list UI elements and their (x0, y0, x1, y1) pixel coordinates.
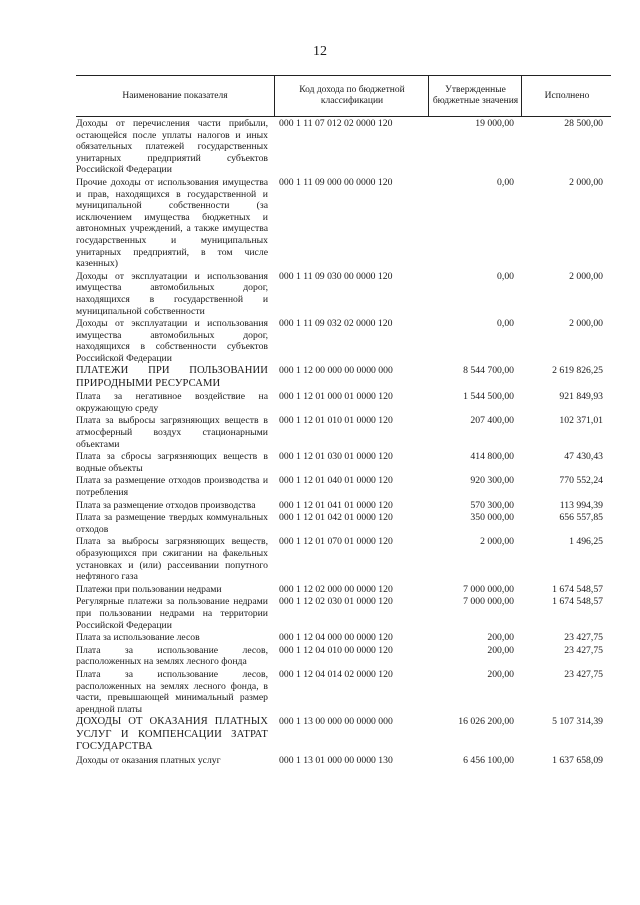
row-approved: 200,00 (487, 668, 514, 680)
row-name: Прочие доходы от использования имущества и прав, находящихся в государственной и муниципальной собственности (за исключением имущества бюджетных и автономных учреждений, а также имущества государственных и муниципальных унитарных предприятий, в том числе казенных) (76, 176, 268, 270)
row-code: 000 1 13 00 000 00 0000 000 (279, 716, 393, 728)
row-executed: 1 637 658,09 (552, 754, 603, 766)
row-executed: 656 557,85 (559, 512, 603, 524)
row-name: Плата за размещение отходов производства и потребления (76, 475, 268, 499)
row-approved: 2 000,00 (480, 536, 514, 548)
row-approved: 414 800,00 (470, 451, 514, 463)
table-row (76, 118, 611, 176)
row-code: 000 1 12 00 000 00 0000 000 (279, 365, 393, 377)
row-name: Доходы от оказания платных услуг (76, 754, 221, 766)
row-executed: 23 427,75 (564, 644, 603, 656)
row-executed: 28 500,00 (564, 118, 603, 129)
row-approved: 8 544 700,00 (463, 365, 514, 377)
row-name: ПЛАТЕЖИ ПРИ ПОЛЬЗОВАНИИ ПРИРОДНЫМИ РЕСУРСАМИ (76, 365, 268, 389)
row-code: 000 1 12 01 000 01 0000 120 (279, 391, 393, 403)
row-name: Плата за выбросы загрязняющих веществ в атмосферный воздух стационарными объектами (76, 415, 268, 450)
row-code: 000 1 12 02 030 01 0000 120 (279, 596, 393, 608)
table-body (76, 118, 611, 766)
row-name: Доходы от перечисления части прибыли, остающейся после уплаты налогов и иных обязательных платежей государственных унитарных предприятий субъектов Российской Федерации (76, 118, 268, 176)
row-name: Доходы от эксплуатации и использования имущества автомобильных дорог, находящихся в государственной и муниципальной собственности (76, 270, 268, 317)
row-approved: 570 300,00 (470, 499, 514, 511)
row-approved: 7 000 000,00 (463, 596, 514, 608)
row-name: Плата за использование лесов, расположенных на землях лесного фонда, в части, превышающей минимальный размер арендной платы (76, 668, 268, 715)
table-row (76, 596, 611, 631)
row-code: 000 1 11 09 030 00 0000 120 (279, 270, 393, 282)
row-executed: 921 849,93 (559, 391, 603, 403)
row-code: 000 1 13 01 000 00 0000 130 (279, 754, 393, 766)
table-row (76, 475, 611, 498)
row-executed: 23 427,75 (564, 668, 603, 680)
row-code: 000 1 11 07 012 02 0000 120 (279, 118, 393, 129)
row-executed: 2 619 826,25 (552, 365, 603, 377)
row-code: 000 1 12 01 042 01 0000 120 (279, 512, 393, 524)
row-name: Плата за размещение твердых коммунальных отходов (76, 512, 268, 535)
row-approved: 200,00 (487, 632, 514, 644)
row-name: Плата за использование лесов (76, 632, 200, 644)
table-row (76, 645, 611, 668)
row-code: 000 1 12 01 030 01 0000 120 (279, 451, 393, 463)
row-approved: 16 026 200,00 (458, 716, 514, 728)
page-number: 12 (313, 44, 327, 59)
row-code: 000 1 12 01 040 01 0000 120 (279, 475, 393, 487)
row-name: Плата за сбросы загрязняющих веществ в водные объекты (76, 451, 268, 474)
row-approved: 6 456 100,00 (463, 754, 514, 766)
row-name: ДОХОДЫ ОТ ОКАЗАНИЯ ПЛАТНЫХ УСЛУГ И КОМПЕНСАЦИИ ЗАТРАТ ГОСУДАРСТВА (76, 716, 268, 753)
table-row (76, 177, 611, 270)
row-executed: 1 674 548,57 (552, 583, 603, 595)
table-row (76, 584, 611, 596)
row-executed: 102 371,01 (559, 415, 603, 427)
header-executed: Исполнено (521, 76, 612, 116)
row-approved: 0,00 (497, 176, 514, 188)
table-header (76, 75, 611, 117)
row-approved: 920 300,00 (470, 475, 514, 487)
table-row (76, 716, 611, 753)
row-code: 000 1 12 01 041 01 0000 120 (279, 499, 393, 511)
table-row (76, 632, 611, 644)
table-row (76, 271, 611, 317)
header-approved: Утвержденные бюджетные значения (428, 76, 522, 116)
header-name: Наименование показателя (122, 90, 228, 101)
row-executed: 47 430,43 (564, 451, 603, 463)
header-code: Код дохода по бюджетной классификации (274, 76, 429, 116)
table-row (76, 512, 611, 535)
row-name: Плата за использование лесов, расположенных на землях лесного фонда (76, 644, 268, 668)
row-code: 000 1 12 01 070 01 0000 120 (279, 536, 393, 548)
row-code: 000 1 12 04 010 00 0000 120 (279, 644, 393, 656)
row-code: 000 1 11 09 032 02 0000 120 (279, 318, 393, 330)
table-row (76, 451, 611, 474)
row-executed: 23 427,75 (564, 632, 603, 644)
table-row (76, 365, 611, 390)
row-executed: 113 994,39 (559, 499, 603, 511)
row-name: Плата за выбросы загрязняющих веществ, образующихся при сжигании на факельных установках и (или) рассеивании попутного нефтяного газа (76, 536, 268, 583)
income-table (76, 75, 611, 766)
table-row (76, 755, 611, 767)
row-approved: 200,00 (487, 644, 514, 656)
row-code: 000 1 11 09 000 00 0000 120 (279, 176, 393, 188)
row-name: Регулярные платежи за пользование недрами при пользовании недрами на территории Российской Федерации (76, 596, 268, 631)
row-name: Доходы от эксплуатации и использования имущества автомобильных дорог, находящихся в собственности субъектов Российской Федерации (76, 318, 268, 364)
row-approved: 7 000 000,00 (463, 583, 514, 595)
row-executed: 2 000,00 (569, 270, 603, 282)
row-code: 000 1 12 01 010 01 0000 120 (279, 415, 393, 427)
row-executed: 2 000,00 (569, 318, 603, 330)
row-executed: 5 107 314,39 (552, 716, 603, 728)
row-name: Платежи при пользовании недрами (76, 583, 222, 595)
table-row (76, 415, 611, 450)
row-executed: 770 552,24 (559, 475, 603, 487)
row-approved: 0,00 (497, 270, 514, 282)
row-approved: 207 400,00 (470, 415, 514, 427)
table-row (76, 391, 611, 414)
row-approved: 0,00 (497, 318, 514, 330)
row-name: Плата за размещение отходов производства (76, 499, 256, 511)
row-code: 000 1 12 02 000 00 0000 120 (279, 583, 393, 595)
row-executed: 1 496,25 (569, 536, 603, 548)
row-name: Плата за негативное воздействие на окружающую среду (76, 391, 268, 414)
row-code: 000 1 12 04 014 02 0000 120 (279, 668, 393, 680)
table-row (76, 669, 611, 715)
row-executed: 1 674 548,57 (552, 596, 603, 608)
table-row (76, 318, 611, 364)
row-approved: 19 000,00 (475, 118, 514, 129)
table-row (76, 536, 611, 582)
table-row (76, 500, 611, 512)
row-approved: 350 000,00 (470, 512, 514, 524)
row-code: 000 1 12 04 000 00 0000 120 (279, 632, 393, 644)
row-executed: 2 000,00 (569, 176, 603, 188)
row-approved: 1 544 500,00 (463, 391, 514, 403)
